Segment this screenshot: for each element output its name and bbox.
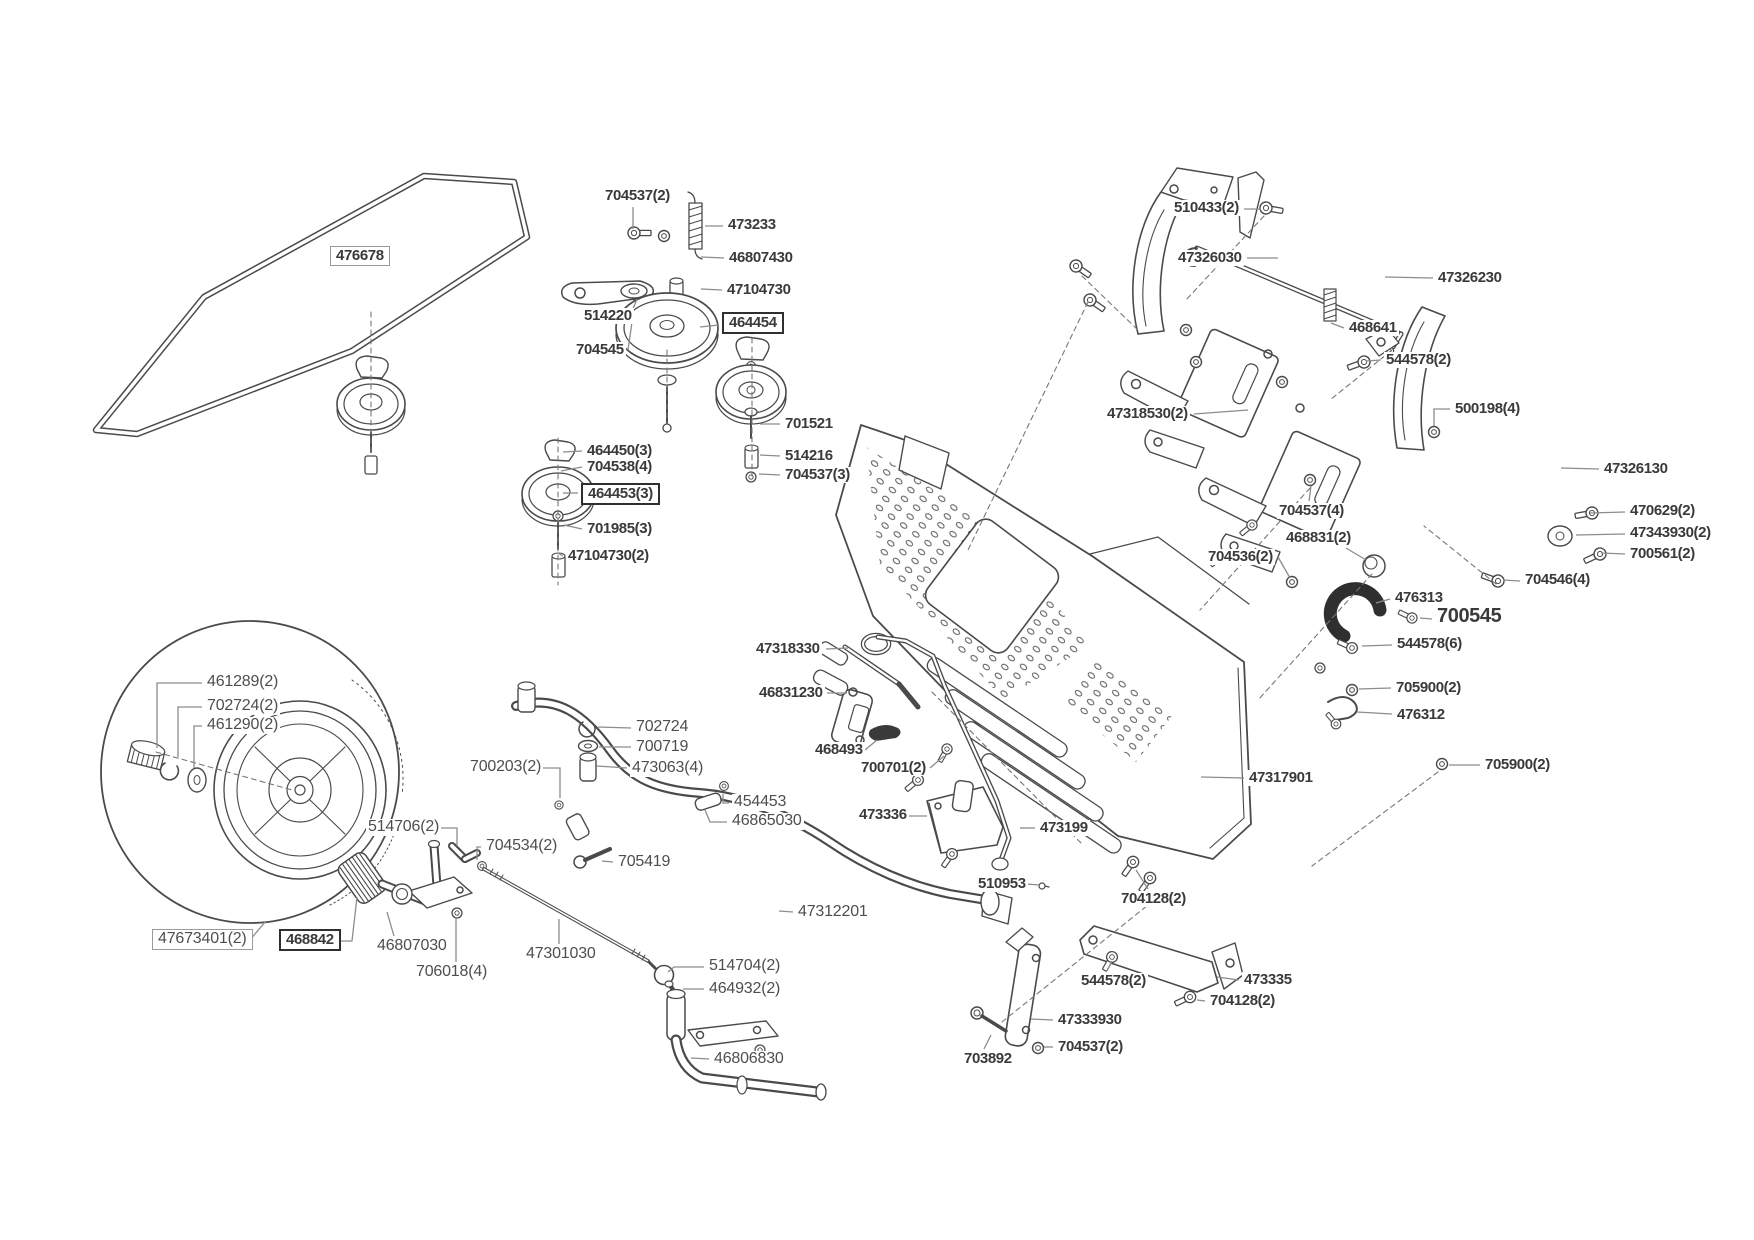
part-label-704128(2): 704128(2): [1121, 890, 1186, 907]
part-label-47326030: 47326030: [1178, 249, 1242, 266]
part-label-47104730: 47104730: [727, 281, 791, 298]
part-label-468641: 468641: [1349, 319, 1397, 336]
part-label-702724: 702724: [636, 718, 689, 735]
part-label-476313: 476313: [1395, 589, 1443, 606]
part-label-700719: 700719: [636, 738, 689, 755]
part-label-704545: 704545: [576, 341, 624, 358]
part-label-47326130: 47326130: [1604, 460, 1668, 477]
part-label-704537(4): 704537(4): [1279, 502, 1344, 519]
part-label-701985(3): 701985(3): [587, 520, 652, 537]
part-label-704534(2): 704534(2): [486, 837, 558, 854]
part-label-702724(2): 702724(2): [207, 697, 279, 714]
part-label-704537(2): 704537(2): [605, 187, 670, 204]
part-label-47317901: 47317901: [1249, 769, 1313, 786]
part-label-464453(3): 464453(3): [581, 483, 660, 505]
part-label-47326230: 47326230: [1438, 269, 1502, 286]
part-label-700701(2): 700701(2): [861, 759, 926, 776]
part-label-47312201: 47312201: [798, 903, 868, 920]
part-label-704537(2): 704537(2): [1058, 1038, 1123, 1055]
part-label-46831230: 46831230: [759, 684, 823, 701]
part-label-473063(4): 473063(4): [632, 759, 704, 776]
part-label-544578(2): 544578(2): [1081, 972, 1146, 989]
part-label-500198(4): 500198(4): [1455, 400, 1520, 417]
part-label-705419: 705419: [618, 853, 671, 870]
part-label-468831(2): 468831(2): [1286, 529, 1351, 546]
part-label-464932(2): 464932(2): [709, 980, 781, 997]
part-label-706018(4): 706018(4): [416, 963, 488, 980]
part-label-510953: 510953: [978, 875, 1026, 892]
part-label-704536(2): 704536(2): [1208, 548, 1273, 565]
part-label-473199: 473199: [1040, 819, 1088, 836]
part-label-703892: 703892: [964, 1050, 1012, 1067]
part-label-46807030: 46807030: [377, 937, 447, 954]
part-label-47343930(2): 47343930(2): [1630, 524, 1711, 541]
part-label-700545: 700545: [1437, 605, 1502, 627]
part-label-47333930: 47333930: [1058, 1011, 1122, 1028]
part-label-705900(2): 705900(2): [1396, 679, 1461, 696]
part-label-468493: 468493: [815, 741, 863, 758]
part-label-47318330: 47318330: [756, 640, 820, 657]
part-label-476678: 476678: [330, 246, 390, 266]
part-label-473233: 473233: [728, 216, 776, 233]
part-label-461290(2): 461290(2): [207, 716, 279, 733]
part-label-700561(2): 700561(2): [1630, 545, 1695, 562]
part-label-468842: 468842: [279, 929, 341, 951]
part-label-46807430: 46807430: [729, 249, 793, 266]
part-label-47104730(2): 47104730(2): [568, 547, 649, 564]
part-label-454453: 454453: [734, 793, 787, 810]
part-label-705900(2): 705900(2): [1485, 756, 1550, 773]
part-label-464450(3): 464450(3): [587, 442, 652, 459]
part-label-510433(2): 510433(2): [1174, 199, 1239, 216]
part-label-461289(2): 461289(2): [207, 673, 279, 690]
part-label-514216: 514216: [785, 447, 833, 464]
part-label-473336: 473336: [859, 806, 907, 823]
part-label-514706(2): 514706(2): [368, 818, 440, 835]
part-label-704546(4): 704546(4): [1525, 571, 1590, 588]
part-label-464454: 464454: [722, 312, 784, 334]
part-label-544578(2): 544578(2): [1386, 351, 1451, 368]
part-label-46806830: 46806830: [714, 1050, 784, 1067]
part-label-46865030: 46865030: [732, 812, 802, 829]
part-label-704538(4): 704538(4): [587, 458, 652, 475]
part-label-700203(2): 700203(2): [470, 758, 542, 775]
part-label-514220: 514220: [584, 307, 632, 324]
part-label-473335: 473335: [1244, 971, 1292, 988]
part-label-544578(6): 544578(6): [1397, 635, 1462, 652]
part-label-704537(3): 704537(3): [785, 466, 850, 483]
part-label-514704(2): 514704(2): [709, 957, 781, 974]
part-label-701521: 701521: [785, 415, 833, 432]
part-label-47301030: 47301030: [526, 945, 596, 962]
part-label-47673401(2): 47673401(2): [152, 929, 253, 950]
part-label-47318530(2): 47318530(2): [1107, 405, 1188, 422]
part-label-704128(2): 704128(2): [1210, 992, 1275, 1009]
part-label-470629(2): 470629(2): [1630, 502, 1695, 519]
part-label-476312: 476312: [1397, 706, 1445, 723]
